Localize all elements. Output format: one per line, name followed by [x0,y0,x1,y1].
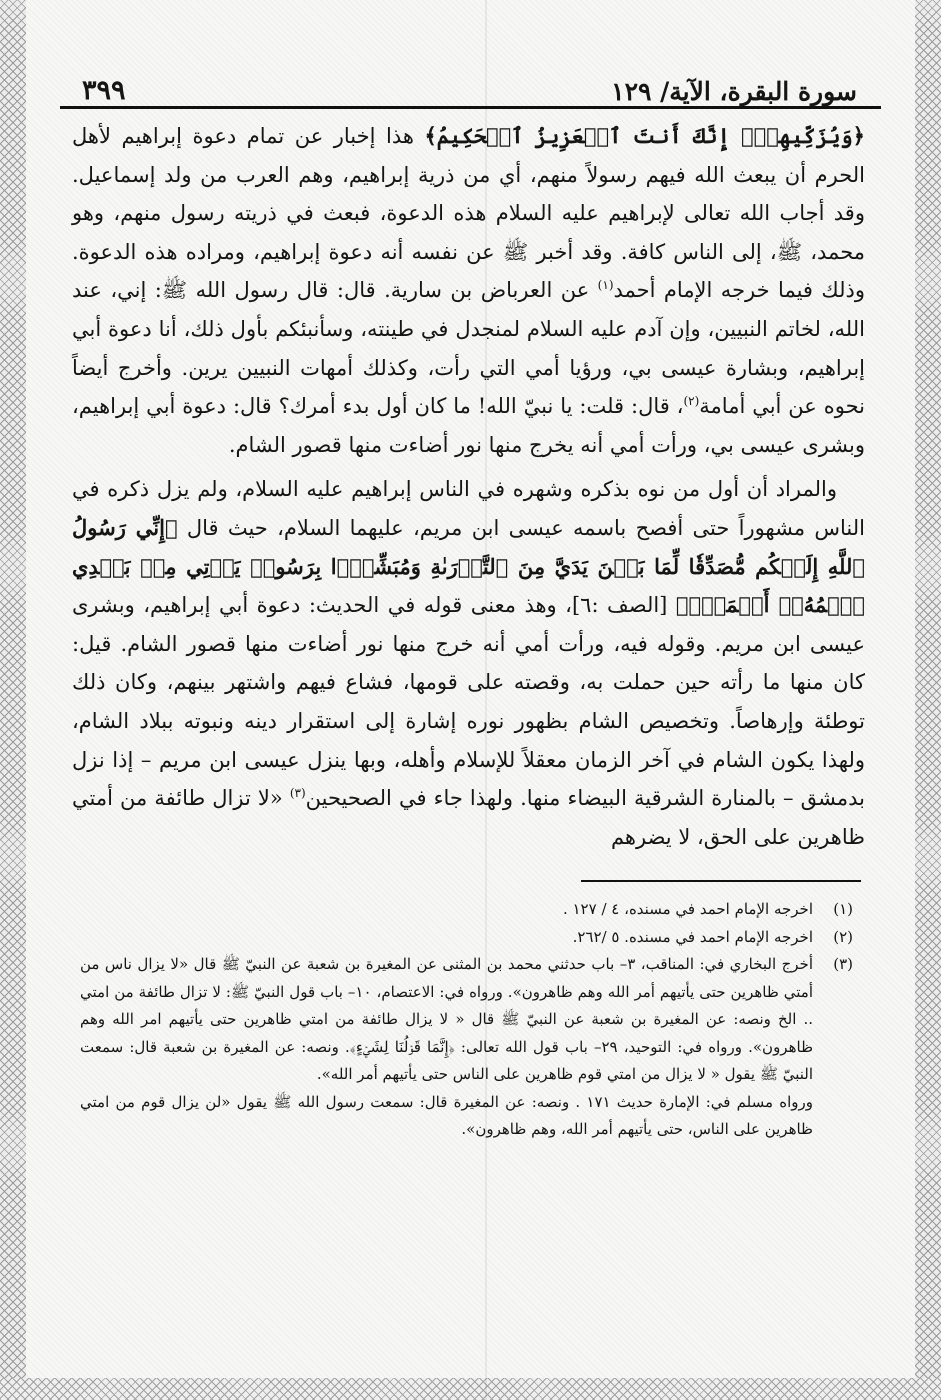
footnote-number: (٣) [833,955,853,974]
paragraph-1 [72,117,865,464]
paragraph-text: هذا إخبار عن تمام دعوة إبراهيم لأهل الحرم أن يبعث الله فيهم رسولاً منهم، أي من ذرية إبراهيم، وهم العرب من ولد إسماعيل. وقد أجاب الله تعالى لإبراهيم عليه السلام هذه الدعوة، فبعث في ذريته رسول منهم، وهو محمد، ﷺ، إلى الناس كافة. وقد أخبر ﷺ عن نفسه أنه دعوة إبراهيم، ومراده هذه الدعوة. وذلك فيما خرجه الإمام أحمد [72,124,865,303]
footnote-text: أخرج البخاري في: المناقب، ٣– باب حدثني محمد بن المثنى عن المغيرة بن شعبة عن النبيّ ﷺ قال «لا يزال ناس من أمتي ظاهرين حتى يأتيهم أمر الله وهم ظاهرون». ورواه في: الاعتصام، ١٠– باب قول النبيّ ﷺ: لا تزال طائفة من امتي .. الخ ونصه: عن المغيرة بن شعبة عن النبيّ ﷺ قال « لا يزال طائفة من امتي ظاهرين حتى يأتيهم امر الله وهم ظاهرون». ورواه في: التوحيد، ٢٩– باب قول الله تعالى: ﴿إِنَّمَا قَوۡلُنَا لِشَيۡءٍ﴾. ونصه: عن المغيرة بن شعبة قال: سمعت النبيّ ﷺ يقول « لا يزال من امتي قوم ظاهرين على الناس حتى يأتيهم أمر الله». [80,955,814,1084]
page-border-left [0,0,26,1400]
quran-verse: ﴿إِنِّي رَسُولُ ٱللَّهِ إِلَيۡكُم مُّصَدِّقٗا لِّمَا بَيۡنَ يَدَيَّ مِنَ ٱلتَّوۡرَىٰةِ وَمُبَشِّرَۢا بِرَسُولٖ يَأۡتِي مِنۢ بَعۡدِي ٱسۡمُهُۥٓ أَحۡمَدُۖ﴾ [72,514,865,618]
paragraph-text: [الصف :٦]، وهذ معنى قوله في الحديث: دعوة أبي إبراهيم، وبشرى عيسى ابن مريم. وقوله فيه، ورأت أمي أنه خرج منها نور أضاءت منها قصور الشام. قيل: كان منها ما رأته حين حملت به، وقصته على قومها، فشاع فيهم واشتهر بينهم، وكان ذلك توطئة وإرهاصاً. وتخصيص الشام بظهور نوره إشارة إلى استقرار دينه ونبوته ببلاد الشام، ولهذا يكون الشام في آخر الزمان معقلاً للإسلام وأهله، وبها ينزل عيسى ابن مريم – إذا نزل بدمشق – بالمنارة الشرقية البيضاء منها. ولهذا جاء في الصحيحين [72,593,865,811]
running-header-title: سورة البقرة، الآية/ ١٢٩ [611,77,857,106]
paragraph-text: والمراد أن أول من نوه بذكره وشهره في الناس إبراهيم عليه السلام، ولم يزل ذكره في الناس مشهوراً حتى أفصح باسمه عيسى ابن مريم، عليهما السلام، حيث قال [72,477,865,540]
running-header [60,62,881,109]
footnote-separator [581,880,861,882]
footnotes [60,896,881,1144]
page-number: ٣٩٩ [82,75,126,106]
hadith-quote: «لا تزال طائفة من أمتي ظاهرين على الحق، لا يضرهم [72,786,865,849]
page-border-right [915,0,941,1400]
footnote-ref-2: (٢) [683,394,700,409]
footnote-text: اخرجه الإمام احمد في مسنده. ٥ /٢٦٢. [572,927,813,946]
quran-verse: ﴿وَيُزَكِّيهِمۡۚ إِنَّكَ أَنتَ ٱلۡعَزِيزُ ٱلۡحَكِيمُ﴾ [424,123,865,148]
footnote-number: (٢) [833,927,853,946]
footnote-number: (١) [833,900,853,919]
page-content [60,62,881,1360]
footnote-ref-3: (٣) [289,786,306,801]
paragraph-text: عن العرباض بن سارية. قال: قال رسول الله ﷺ: إني، عند الله، لخاتم النبيين، وإن آدم عليه السلام لمنجدل في طينته، وسأنبئكم بأول ذلك، أنا دعوة أبي إبراهيم، وبشارة عيسى بي، ورؤيا أمي التي رأت، وكذلك أمهات النبيين يرين. وأخرج أيضاً نحوه عن أبي أمامة [72,278,866,419]
footnote-text: اخرجه الإمام احمد في مسنده، ٤ / ١٢٧ . [562,900,813,919]
footnote-3-continued: ورواه مسلم في: الإمارة حديث ١٧١ . ونصه: عن المغيرة قال: سمعت رسول الله ﷺ يقول «لن يزال قوم من امتي ظاهرين على الناس، حتى يأتيهم أمر الله، وهم ظاهرون». [80,1092,814,1139]
main-text [60,117,881,856]
footnote-2 [80,924,853,952]
footnote-ref-1: (١) [597,278,614,293]
page-border-bottom [0,1378,941,1400]
footnote-3 [80,951,853,1089]
paragraph-2 [72,470,865,856]
paragraph-text: ، قال: قلت: يا نبيّ الله! ما كان أول بدء أمرك؟ قال: دعوة أبي إبراهيم، وبشرى عيسى بي، ورأت أمي أنه يخرج منها نور أضاءت منها قصور الشام. [72,394,865,457]
footnote-1 [80,896,853,924]
